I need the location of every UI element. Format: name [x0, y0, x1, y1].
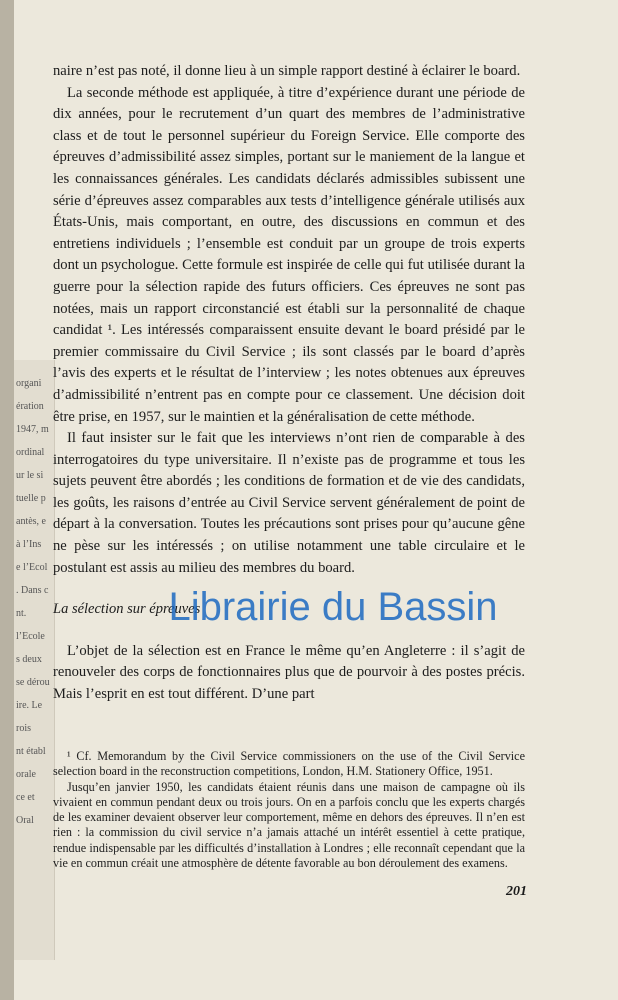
- edge-fragment: ération: [16, 401, 44, 412]
- edge-fragment: organi: [16, 378, 42, 389]
- edge-fragment: ce et: [16, 792, 35, 803]
- footnotes: [53, 749, 525, 871]
- body-paragraph: Il faut insister sur le fait que les interviews n’ont rien de comparable à des interrogatoires du type universitaire. Il n’existe pas de programme et tous les sujets peuvent être abordés ; les conditions de formation et de vie des candidats, les goûts, les raisons d’entrée au Civil Service servent généralement de point de départ à la conversation. Toutes les précautions sont prises pour qu’aucune gêne ne pèse sur les intéressés ; on utilise notamment une table circulaire et le postulant est assis au milieu des membres du board.: [53, 430, 525, 576]
- section-heading: La sélection sur épreuves: [53, 601, 201, 618]
- footnote: ¹ Cf. Memorandum by the Civil Service commissioners on the use of the Civil Service selection board in the reconstruction competitions, London, H.M. Stationery Office, 1951.: [53, 749, 525, 779]
- edge-fragment: e l’Ecol: [16, 562, 48, 573]
- section-paragraph: L’objet de la sélection est en France le même qu’en Angleterre : il s’agit de renouveler des corps de fonctionnaires plus que de pourvoir à des postes précis. Mais l’esprit en est tout différent. D’une part: [53, 642, 525, 703]
- edge-fragment: s deux: [16, 654, 42, 665]
- body-paragraph: naire n’est pas noté, il donne lieu à un simple rapport destiné à éclairer le board.: [53, 63, 521, 79]
- edge-fragment: à l’Ins: [16, 539, 42, 550]
- edge-fragment: orale: [16, 769, 36, 780]
- page-number: 201: [506, 884, 527, 899]
- edge-fragment: ordinal: [16, 447, 45, 458]
- facing-page-text: [16, 372, 52, 832]
- edge-fragment: ur le si: [16, 470, 44, 481]
- edge-fragment: 1947, m: [16, 424, 49, 435]
- edge-fragment: l’Ecole: [16, 631, 45, 642]
- book-spine-shadow: [0, 0, 14, 1000]
- edge-fragment: Oral: [16, 815, 34, 826]
- footnote: Jusqu’en janvier 1950, les candidats étaient réunis dans une maison de campagne où ils vivaient en commun pendant deux ou trois jours. On en a parfois conclu que les experts chargés de les examiner devaient observer leur comportement, même en dehors des épreuves. Il n’en est rien : la commission du civil service n’a jamais attaché un intérêt essentiel à cette pratique, rendue indispensable par les difficultés d’installation à Londres ; elle reconnaît cependant que la vie en commun créait une atmosphère de détente favorable au bon déroulement des examens.: [53, 779, 525, 871]
- edge-fragment: nt établ: [16, 746, 46, 757]
- edge-fragment: tuelle p: [16, 493, 46, 504]
- edge-fragment: . Dans c: [16, 585, 49, 596]
- edge-fragment: rois: [16, 723, 31, 734]
- edge-fragment: antès, e: [16, 516, 46, 527]
- body-paragraph: La seconde méthode est appliquée, à titre d’expérience durant une période de dix années, pour le recrutement d’un quart des membres de l’administrative class et de tout le personnel supérieur du Foreign Service. Elle comporte des épreuves d’admissibilité assez simples, portant sur le maniement de la langue et les connaissances générales. Les candidats déclarés admissibles subissent une série d’épreuves assez comparables aux tests d’intelligence générale utilisés aux États-Unis, mais comportant, en outre, des discussions en commun et des entretiens individuels ; l’ensemble est conduit par un groupe de trois experts dont un psychologue. Cette formule est inspirée de celle qui fut utilisée durant la guerre pour la sélection rapide des futurs officiers. Ces épreuves ne sont pas notées, mais un rapport circonstancié est établi sur la personnalité de chaque candidat ¹. Les intéressés comparaissent ensuite devant le board présidé par le premier commissaire du Civil Service ; ils sont classés par le board d’après l’avis des experts et le résultat de l’interview ; les notes obtenues aux épreuves d’admissibilité n’entrent pas en compte pour ce classement. Une décision doit être prise, en 1957, sur le maintien et la généralisation de cette méthode.: [53, 84, 525, 425]
- edge-fragment: se dérou: [16, 677, 50, 688]
- edge-fragment: nt.: [16, 608, 27, 619]
- watermark: Librairie du Bassin: [168, 585, 498, 629]
- edge-fragment: ire. Le: [16, 700, 43, 711]
